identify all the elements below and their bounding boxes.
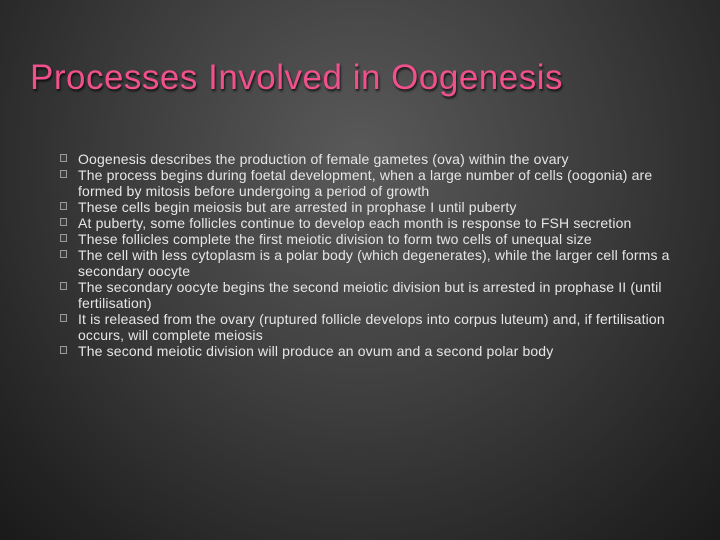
box-bullet-icon <box>60 250 67 258</box>
list-item-text: The cell with less cytoplasm is a polar body (which degenerates), while the larger cell forms a secondary oocyte <box>78 247 670 279</box>
box-bullet-icon <box>60 170 67 178</box>
list-item-text: These follicles complete the first meiotic division to form two cells of unequal size <box>78 231 592 247</box>
list-item-text: At puberty, some follicles continue to develop each month is response to FSH secretion <box>78 215 632 231</box>
box-bullet-icon <box>60 346 67 354</box>
list-item <box>78 343 678 359</box>
list-item-text: The process begins during foetal development, when a large number of cells (oogonia) are formed by mitosis before undergoing a period of growth <box>78 167 653 199</box>
box-bullet-icon <box>60 314 67 322</box>
list-item-text: It is released from the ovary (ruptured follicle develops into corpus luteum) and, if fertilisation occurs, will complete meiosis <box>78 311 665 343</box>
list-item <box>78 247 678 279</box>
list-item <box>78 279 678 311</box>
box-bullet-icon <box>60 218 67 226</box>
list-item <box>78 151 678 167</box>
bullet-list <box>78 151 678 359</box>
list-item-text: The second meiotic division will produce an ovum and a second polar body <box>78 343 554 359</box>
list-item <box>78 231 678 247</box>
list-item <box>78 167 678 199</box>
list-item <box>78 215 678 231</box>
list-item-text: These cells begin meiosis but are arrested in prophase I until puberty <box>78 199 517 215</box>
box-bullet-icon <box>60 282 67 290</box>
list-item <box>78 199 678 215</box>
box-bullet-icon <box>60 202 67 210</box>
list-item <box>78 311 678 343</box>
list-item-text: The secondary oocyte begins the second meiotic division but is arrested in prophase II (until fertilisation) <box>78 279 662 311</box>
list-item-text: Oogenesis describes the production of female gametes (ova) within the ovary <box>78 151 569 167</box>
box-bullet-icon <box>60 234 67 242</box>
box-bullet-icon <box>60 154 67 162</box>
slide-title: Processes Involved in Oogenesis <box>30 58 563 97</box>
